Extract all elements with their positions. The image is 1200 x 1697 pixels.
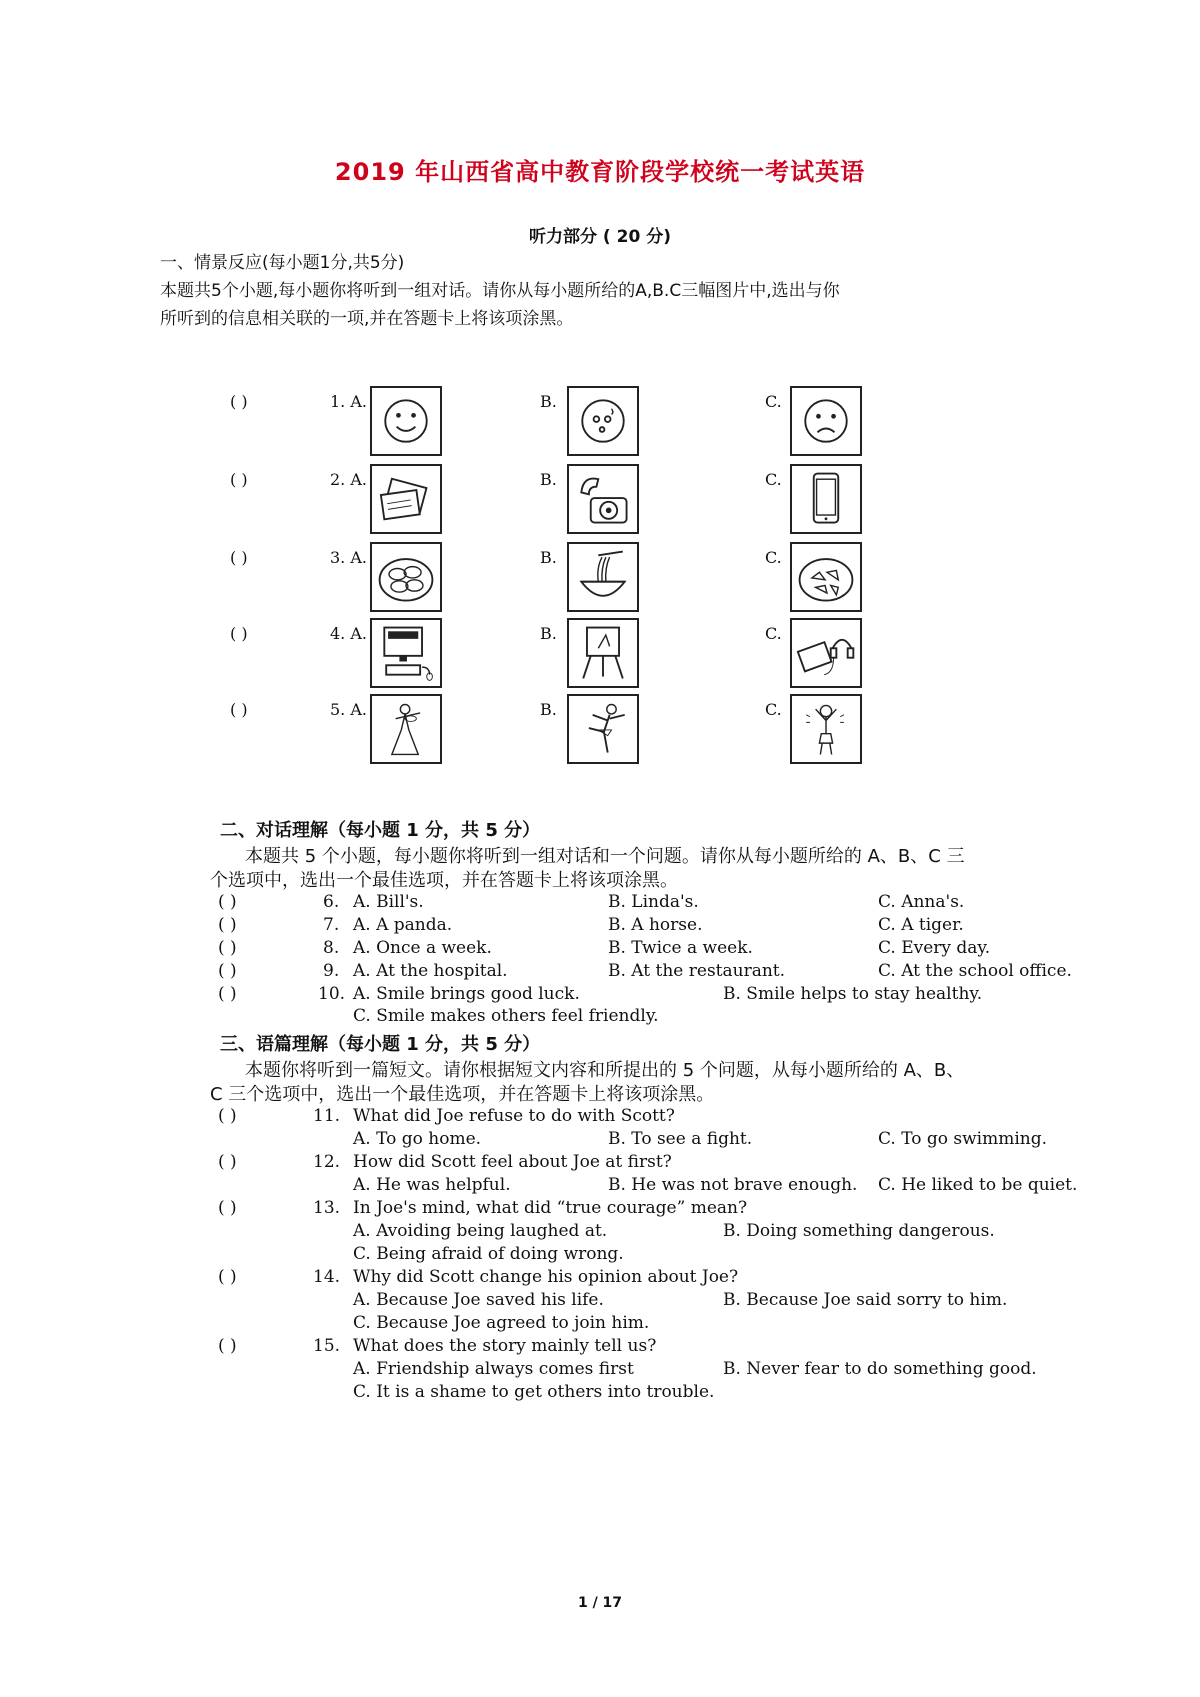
smile-face-icon [370, 386, 442, 456]
question-15 [218, 1336, 1178, 1360]
letter-icon [370, 464, 442, 534]
question-8 [218, 938, 1178, 962]
answer-blank[interactable]: ( ) [230, 548, 248, 567]
option-c: C. Because Joe agreed to join him. [353, 1313, 650, 1333]
option-b-label: B. [540, 624, 557, 643]
violin-player-icon [370, 694, 442, 764]
part1-instruction-line1: 本题共5个小题,每小题你将听到一组对话。请你从每小题所给的A,B.C三幅图片中,选出与你 [160, 281, 840, 301]
question-13-options [218, 1221, 1178, 1245]
question-number: 7. [323, 915, 340, 935]
option-a: A. Bill's. [353, 892, 424, 912]
mobile-phone-icon [790, 464, 862, 534]
option-c-label: C. [765, 392, 782, 411]
question-number: 12. [313, 1152, 341, 1172]
question-number: 4. A. [330, 624, 367, 643]
question-13 [218, 1198, 1178, 1222]
question-10-option-c [218, 1006, 1178, 1030]
sad-face-icon [790, 386, 862, 456]
question-11-options [218, 1129, 1178, 1153]
option-a: A. Because Joe saved his life. [353, 1290, 604, 1310]
book-headphones-icon [790, 618, 862, 688]
option-b: B. At the restaurant. [608, 961, 786, 981]
answer-blank[interactable]: ( ) [230, 470, 248, 489]
question-7 [218, 915, 1178, 939]
option-b-label: B. [540, 548, 557, 567]
option-b: B. Smile helps to stay healthy. [723, 984, 983, 1004]
answer-blank[interactable]: ( ) [218, 1106, 237, 1126]
option-c: C. It is a shame to get others into trouble. [353, 1382, 715, 1402]
question-14 [218, 1267, 1178, 1291]
question-text: Why did Scott change his opinion about Joe? [353, 1267, 739, 1287]
option-a: A. Smile brings good luck. [353, 984, 580, 1004]
option-c: C. Being afraid of doing wrong. [353, 1244, 624, 1264]
option-c: C. To go swimming. [878, 1129, 1048, 1149]
picture-question-row [210, 612, 950, 688]
answer-blank[interactable]: ( ) [218, 1336, 237, 1356]
option-b: B. Twice a week. [608, 938, 753, 958]
question-6 [218, 892, 1178, 916]
question-11 [218, 1106, 1178, 1130]
worried-face-icon [567, 386, 639, 456]
part2-instruction-line1: 本题共 5 个小题，每小题你将听到一组对话和一个问题。请你从每小题所给的 A、B、C 三 [245, 846, 965, 867]
part2-heading: 二、对话理解（每小题 1 分，共 5 分） [220, 820, 541, 841]
option-b: B. Linda's. [608, 892, 699, 912]
question-text: What does the story mainly tell us? [353, 1336, 657, 1356]
question-number: 1. A. [330, 392, 367, 411]
singer-icon [790, 694, 862, 764]
question-text: How did Scott feel about Joe at first? [353, 1152, 672, 1172]
option-b: B. To see a fight. [608, 1129, 753, 1149]
question-9 [218, 961, 1178, 985]
page-number: 1 / 17 [577, 1595, 623, 1611]
listening-section-header: 听力部分 ( 20 分) [529, 227, 671, 247]
answer-blank[interactable]: ( ) [218, 938, 237, 958]
question-text: What did Joe refuse to do with Scott? [353, 1106, 675, 1126]
picture-questions [210, 380, 950, 800]
option-b: B. He was not brave enough. [608, 1175, 858, 1195]
answer-blank[interactable]: ( ) [218, 961, 237, 981]
part1-heading: 一、情景反应(每小题1分,共5分) [160, 253, 405, 273]
dumplings-plate-icon [370, 542, 442, 612]
option-a: A. Friendship always comes first [353, 1359, 634, 1379]
food-plate-icon [790, 542, 862, 612]
option-c-label: C. [765, 700, 782, 719]
option-c: C. A tiger. [878, 915, 964, 935]
part1-instruction-line2: 所听到的信息相关联的一项,并在答题卡上将该项涂黑。 [160, 309, 574, 329]
part3-heading: 三、语篇理解（每小题 1 分，共 5 分） [220, 1034, 541, 1055]
question-number: 14. [313, 1267, 341, 1287]
option-b: B. Never fear to do something good. [723, 1359, 1037, 1379]
noodles-bowl-icon [567, 542, 639, 612]
option-b-label: B. [540, 392, 557, 411]
answer-blank[interactable]: ( ) [218, 892, 237, 912]
option-a: A. Once a week. [353, 938, 492, 958]
picture-question-row [210, 458, 950, 534]
page-title: 2019 年山西省高中教育阶段学校统一考试英语 [334, 158, 866, 186]
option-c-label: C. [765, 624, 782, 643]
question-15-options [218, 1359, 1178, 1383]
question-number: 2. A. [330, 470, 367, 489]
option-c-label: C. [765, 470, 782, 489]
question-14-option-c [218, 1313, 1178, 1337]
option-c: C. He liked to be quiet. [878, 1175, 1078, 1195]
option-b: B. Doing something dangerous. [723, 1221, 995, 1241]
question-12-options [218, 1175, 1178, 1199]
easel-painting-icon [567, 618, 639, 688]
question-12 [218, 1152, 1178, 1176]
answer-blank[interactable]: ( ) [218, 1198, 237, 1218]
option-a: A. Avoiding being laughed at. [353, 1221, 608, 1241]
option-c-label: C. [765, 548, 782, 567]
option-c: C. Every day. [878, 938, 991, 958]
question-number: 8. [323, 938, 340, 958]
option-a: A. A panda. [353, 915, 453, 935]
question-number: 11. [313, 1106, 341, 1126]
answer-blank[interactable]: ( ) [218, 1267, 237, 1287]
question-number: 15. [313, 1336, 341, 1356]
part3-instruction-line2: C 三个选项中，选出一个最佳选项，并在答题卡上将该项涂黑。 [210, 1084, 715, 1105]
answer-blank[interactable]: ( ) [218, 984, 237, 1004]
question-number: 10. [318, 984, 346, 1004]
part3-instruction-line1: 本题你将听到一篇短文。请你根据短文内容和所提出的 5 个问题，从每小题所给的 A、B、 [245, 1060, 965, 1081]
answer-blank[interactable]: ( ) [230, 392, 248, 411]
option-c: C. Anna's. [878, 892, 965, 912]
answer-blank[interactable]: ( ) [218, 915, 237, 935]
question-14-options [218, 1290, 1178, 1314]
question-13-option-c [218, 1244, 1178, 1268]
computer-icon [370, 618, 442, 688]
picture-question-row [210, 380, 950, 456]
picture-question-row [210, 536, 950, 612]
answer-blank[interactable]: ( ) [230, 624, 248, 643]
question-15-option-c [218, 1382, 1178, 1406]
question-number: 9. [323, 961, 340, 981]
option-a: A. He was helpful. [353, 1175, 511, 1195]
question-10 [218, 984, 1178, 1008]
dancer-icon [567, 694, 639, 764]
part2-instruction-line2: 个选项中，选出一个最佳选项，并在答题卡上将该项涂黑。 [210, 870, 678, 891]
question-text: In Joe's mind, what did “true courage” mean? [353, 1198, 748, 1218]
option-b-label: B. [540, 700, 557, 719]
answer-blank[interactable]: ( ) [230, 700, 248, 719]
option-b-label: B. [540, 470, 557, 489]
telephone-icon [567, 464, 639, 534]
option-c: C. Smile makes others feel friendly. [353, 1006, 659, 1026]
answer-blank[interactable]: ( ) [218, 1152, 237, 1172]
picture-question-row [210, 688, 950, 764]
question-number: 13. [313, 1198, 341, 1218]
question-number: 5. A. [330, 700, 367, 719]
question-number: 3. A. [330, 548, 367, 567]
option-a: A. To go home. [353, 1129, 482, 1149]
option-a: A. At the hospital. [353, 961, 508, 981]
option-b: B. Because Joe said sorry to him. [723, 1290, 1008, 1310]
option-b: B. A horse. [608, 915, 703, 935]
question-number: 6. [323, 892, 340, 912]
option-c: C. At the school office. [878, 961, 1072, 981]
